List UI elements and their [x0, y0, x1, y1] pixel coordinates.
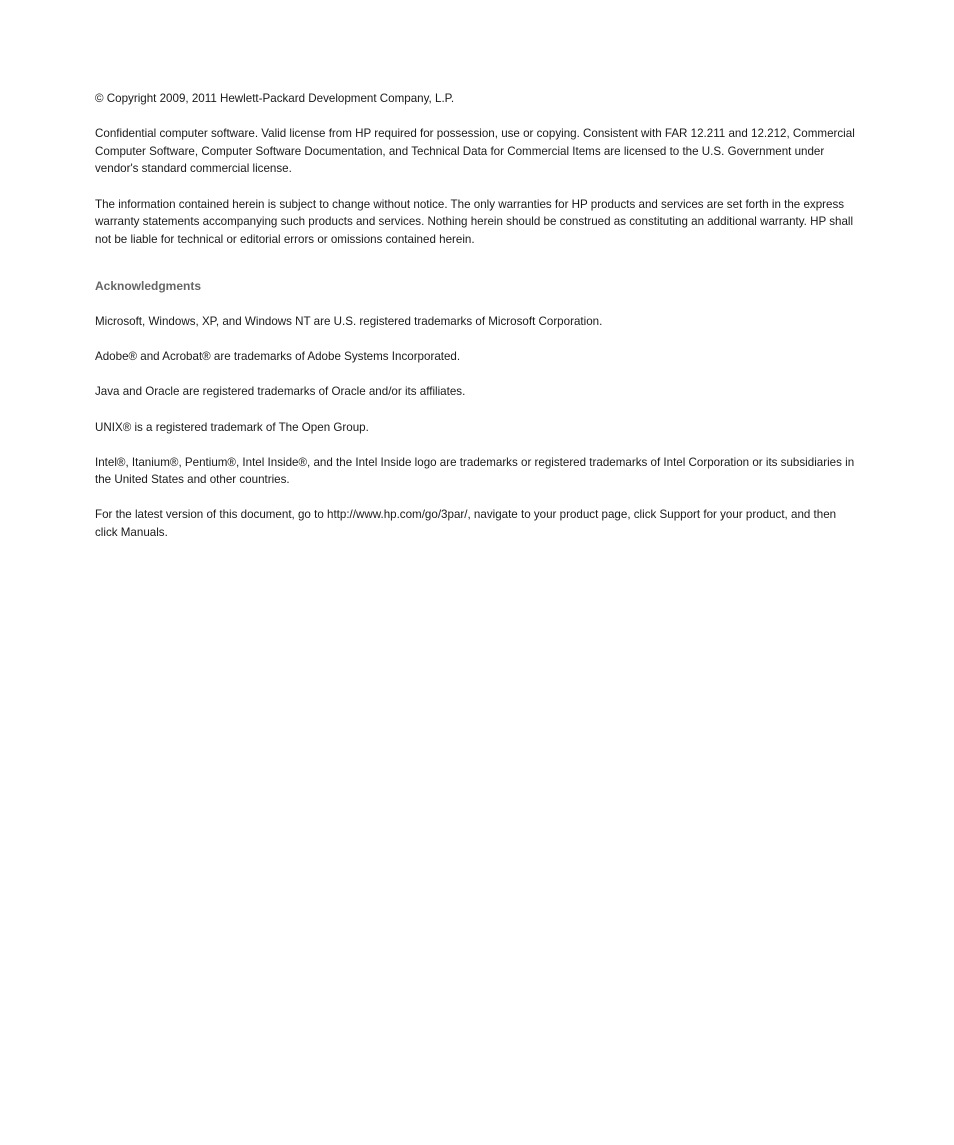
latest-version-note: For the latest version of this document, go to http://www.hp.com/go/3par/, navigate to your product page, click Support for your product, and then click Manuals. [95, 508, 837, 540]
trademark-unix: UNIX® is a registered trademark of The Open Group. [95, 420, 369, 434]
warranty-notice: The information contained herein is subject to change without notice. The only warranties for HP products and services are set forth in the express warranty statements accompanying such products and services. Nothing herein should be construed as constituting an additional warranty. HP shall not be liable for technical or editorial errors or omissions contained herein. [95, 197, 854, 246]
acknowledgments-heading: Acknowledgments [95, 279, 202, 294]
document-page [95, 90, 861, 559]
license-notice: Confidential computer software. Valid license from HP required for possession, use or copying. Consistent with FAR 12.211 and 12.212, Commercial Computer Software, Computer Software Documentation, and Technical Data for Commercial Items are licensed to the U.S. Government under vendor's standard commercial license. [95, 127, 855, 176]
copyright-notice: © Copyright 2009, 2011 Hewlett-Packard Development Company, L.P. [95, 92, 455, 105]
trademark-adobe: Adobe® and Acrobat® are trademarks of Adobe Systems Incorporated. [95, 350, 461, 364]
trademark-oracle: Java and Oracle are registered trademarks of Oracle and/or its affiliates. [95, 385, 466, 399]
trademark-microsoft: Microsoft, Windows, XP, and Windows NT are U.S. registered trademarks of Microsoft Corporation. [95, 314, 603, 328]
trademark-intel: Intel®, Itanium®, Pentium®, Intel Inside®, and the Intel Inside logo are trademarks or registered trademarks of Intel Corporation or its subsidiaries in the United States and other countries. [95, 455, 855, 487]
